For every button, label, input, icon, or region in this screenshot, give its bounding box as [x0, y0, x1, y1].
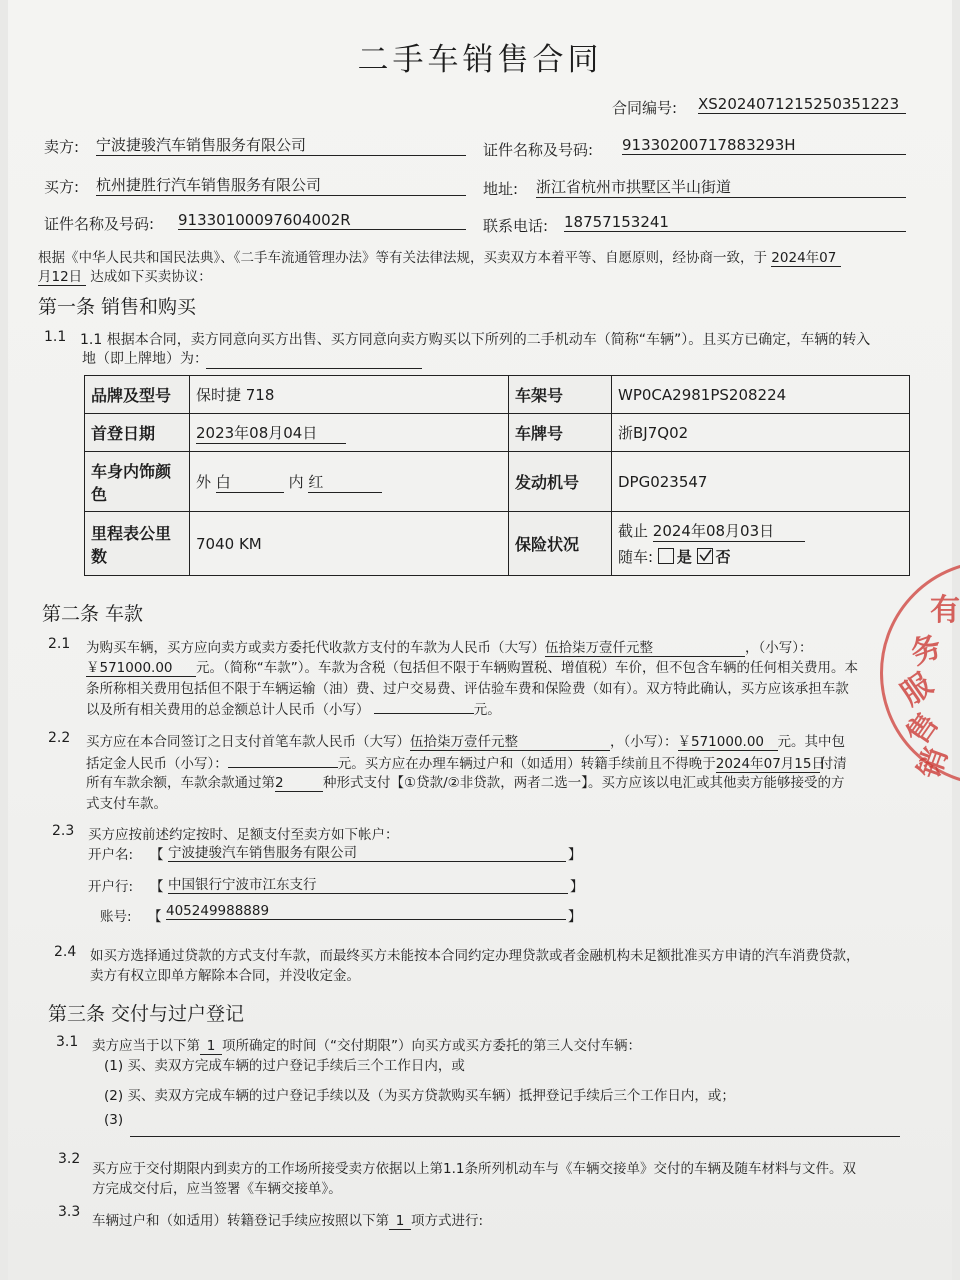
seal-char-5: 销	[911, 743, 955, 784]
clause-2-2-line3: 所有车款余额，车款余款通过第2 种形式支付【①贷款/②非贷款，两者二选一】。买方应该以电汇或其他卖方能够接受的方	[86, 775, 845, 791]
seller-id-value: 91330200717883293H	[622, 136, 906, 155]
clause-2-2-line4: 式支付车款。	[86, 796, 167, 812]
first-payment-upper: 伍拾柒万壹仟元整	[410, 730, 610, 751]
exterior-prefix: 外	[196, 472, 212, 491]
vin-label: 车架号	[509, 376, 612, 414]
seal-char-1: 有	[930, 593, 960, 628]
price-amount: ￥571000.00	[86, 656, 196, 677]
reg-date-label: 首登日期	[85, 414, 190, 452]
bank-label: 开户行:	[88, 879, 134, 895]
clause-2-2-line1: 买方应在本合同签订之日支付首笔车款人民币（大写）伍拾柒万壹仟元整 ，（小写）：￥571000.00 元。其中包	[86, 730, 845, 751]
clause-3-1-item3: (3)	[104, 1112, 124, 1128]
payment-method-choice: 2	[275, 775, 323, 792]
clause-2-1-number: 2.1	[48, 636, 71, 652]
color-cell	[190, 452, 509, 512]
account-name-bracket-r: 】	[568, 847, 582, 863]
buyer-phone-label: 联系电话:	[483, 217, 549, 235]
clause-2-1-line2: ￥571000.00 元。（简称“车款”）。车款为含税（包括但不限于车辆购置税、增值税）车价，但不包含车辆的任何相关费用。本	[86, 656, 858, 677]
account-number: 405249988889	[166, 903, 566, 920]
article2-heading: 第二条 车款	[42, 603, 144, 625]
first-payment-amount: ￥571000.00	[678, 730, 778, 751]
clause-3-2-number: 3.2	[58, 1151, 81, 1167]
no-checkbox-checked[interactable]	[697, 548, 713, 564]
insurance-prefix: 截止	[618, 522, 649, 540]
insurance-cell	[612, 512, 910, 576]
payoff-date: 2024年07月15日	[716, 752, 820, 773]
yes-label: 是	[676, 548, 692, 566]
article3-heading: 第三条 交付与过户登记	[48, 1003, 245, 1025]
account-name: 宁波捷骏汽车销售服务有限公司	[168, 841, 566, 862]
plate-value: 浙BJ7Q02	[612, 414, 910, 452]
color-label: 车身内饰颜色	[85, 452, 190, 512]
clause-2-1-line3: 条所称相关费用包括但不限于车辆运输（油）费、过户交易费、评估验车费和保险费（如有）。双方特此确认，买方应该承担车款	[86, 681, 849, 697]
deposit-blank	[228, 751, 338, 768]
yes-checkbox[interactable]	[658, 548, 674, 564]
contract-no-label: 合同编号:	[612, 99, 678, 117]
registration-place-blank	[206, 354, 422, 369]
seller-label: 卖方:	[44, 138, 80, 156]
article1-heading: 第一条 销售和购买	[38, 296, 197, 318]
odometer-label: 里程表公里数	[85, 512, 190, 576]
seal-char-4: 售	[899, 706, 946, 752]
clause-3-1-number: 3.1	[56, 1034, 79, 1050]
clause-2-1-line4: 以及所有相关费用的总金额总计人民币（小写） 元。	[86, 697, 501, 718]
clause-2-4-line2: 卖方有权立即单方解除本合同，并没收定金。	[90, 968, 360, 984]
buyer-id-value: 91330100097604002R	[178, 211, 466, 230]
clause-2-1-line1: 为购买车辆，买方应向卖方或卖方委托代收款方支付的车款为人民币（大写）伍拾柒万壹仟元整 ，（小写）：	[86, 636, 813, 657]
buyer-addr-value: 浙江省杭州市拱墅区半山街道	[536, 176, 906, 198]
reg-date-value: 2023年08月04日	[196, 422, 346, 444]
seal-char-2: 务	[906, 628, 947, 672]
bank-name: 中国银行宁波市江东支行	[168, 873, 568, 894]
intro-date-b: 月12日	[38, 265, 86, 286]
buyer-name: 杭州捷胜行汽车销售服务有限公司	[96, 174, 466, 196]
bank-bracket-r: 】	[570, 879, 584, 895]
clause-3-3-number: 3.3	[58, 1204, 81, 1220]
buyer-addr-label: 地址:	[483, 180, 519, 198]
engine-value: DPG023547	[612, 452, 910, 512]
total-blank	[374, 697, 474, 714]
buyer-phone-value: 18757153241	[564, 213, 906, 232]
contract-no-value: XS2024071215250351223	[698, 95, 906, 114]
delivery-choice: 1	[200, 1038, 222, 1055]
interior-prefix: 内	[288, 472, 304, 491]
buyer-label: 买方:	[44, 178, 80, 196]
clause-3-1-item1: (1) 买、卖双方完成车辆的过户登记手续后三个工作日内，或	[104, 1058, 465, 1074]
interior-color: 红	[308, 471, 382, 493]
clause-3-2-line2: 方完成交付后，应当签署《车辆交接单》。	[92, 1181, 342, 1197]
clause-1-1-number: 1.1	[44, 329, 67, 345]
vin-value: WP0CA2981PS208224	[612, 376, 910, 414]
seal-char-3: 服	[894, 666, 940, 713]
intro-line1: 根据《中华人民共和国民法典》、《二手车流通管理办法》等有关法律法规，买卖双方本着平等、自愿原则，经协商一致，于 2024年07	[38, 246, 841, 267]
clause-1-1-line1: 1.1 根据本合同，卖方同意向买方出售、买方同意向卖方购买以下所列的二手机动车（简称“车辆”）。且买方已确定，车辆的转入	[80, 332, 871, 348]
odometer-value: 7040 KM	[190, 512, 509, 576]
transfer-choice: 1	[389, 1213, 411, 1230]
intro-date-a: 2024年07	[771, 246, 841, 267]
check-icon	[698, 549, 712, 563]
engine-label: 发动机号	[509, 452, 612, 512]
insurance-date: 2024年08月03日	[653, 520, 805, 542]
plate-label: 车牌号	[509, 414, 612, 452]
clause-2-3-number: 2.3	[52, 823, 75, 839]
account-name-bracket-l: 【	[150, 847, 164, 863]
clause-2-4-number: 2.4	[54, 944, 77, 960]
clause-2-4-line1: 如买方选择通过贷款的方式支付车款，而最终买方未能按本合同约定办理贷款或者金融机构未足额批准买方申请的汽车消费贷款，	[90, 948, 860, 964]
vehicle-spec-table	[84, 375, 910, 576]
clause-3-3-line1: 车辆过户和（如适用）转籍登记手续应按照以下第 1 项方式进行:	[92, 1213, 484, 1229]
account-name-label: 开户名:	[88, 847, 134, 863]
account-no-bracket-l: 【	[148, 909, 162, 925]
insurance-label: 保险状况	[509, 512, 612, 576]
brand-label: 品牌及型号	[85, 376, 190, 414]
exterior-color: 白	[216, 471, 284, 493]
buyer-id-label: 证件名称及号码:	[44, 215, 155, 233]
seller-id-label: 证件名称及号码:	[483, 141, 594, 159]
item3-blank	[130, 1120, 900, 1137]
brand-value: 保时捷 718	[190, 376, 509, 414]
clause-2-2-number: 2.2	[48, 730, 71, 746]
bank-bracket-l: 【	[150, 879, 164, 895]
clause-1-1-line2: 地（即上牌地）为：	[82, 351, 208, 367]
clause-3-1-item2: (2) 买、卖双方完成车辆的过户登记手续以及（为买方贷款购买车辆）抵押登记手续后三个工作日内，或；	[104, 1088, 735, 1104]
seller-name: 宁波捷骏汽车销售服务有限公司	[96, 134, 466, 156]
reg-date-cell	[190, 414, 509, 452]
clause-3-1-line1: 卖方应当于以下第 1 项所确定的时间（“交付期限”）向买方或买方委托的第三人交付车辆：	[92, 1038, 641, 1054]
clause-3-2-line1: 买方应于交付期限内到卖方的工作场所接受卖方依据以上第1.1条所列机动车与《车辆交接单》交付的车辆及随车材料与文件。双	[92, 1161, 856, 1177]
clause-2-3-line1: 买方应按前述约定按时、足额支付至卖方如下帐户：	[88, 827, 399, 843]
no-label: 否	[715, 548, 731, 566]
account-no-bracket-r: 】	[568, 909, 582, 925]
account-no-label: 账号:	[100, 909, 132, 925]
with-car-label: 随车:	[618, 548, 654, 566]
price-upper: 伍拾柒万壹仟元整	[545, 636, 745, 657]
page-title: 二手车销售合同	[357, 42, 603, 78]
intro-line2: 月12日 达成如下买卖协议：	[38, 265, 212, 286]
clause-2-2-line2: 括定金人民币（小写）： 元。买方应在办理车辆过户和（如适用）转籍手续前且不得晚于2024年07月15日付清	[86, 751, 847, 773]
